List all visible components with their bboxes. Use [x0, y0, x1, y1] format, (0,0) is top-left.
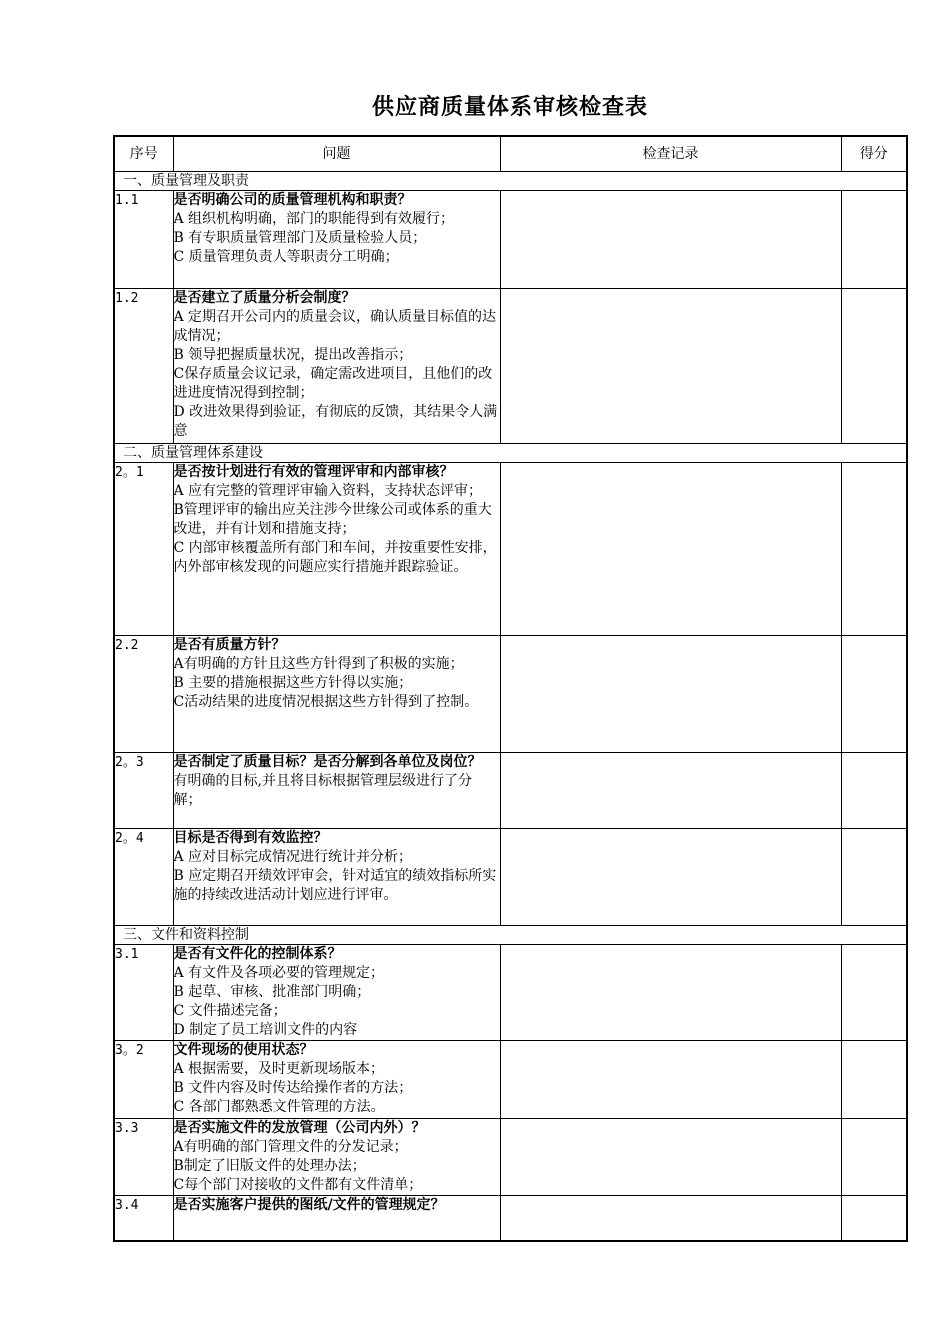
record-cell[interactable]: [500, 289, 841, 444]
question-detail: B 起草、审核、批准部门明确；: [173, 984, 371, 1000]
score-cell[interactable]: [841, 1119, 907, 1196]
record-cell[interactable]: [500, 1119, 841, 1196]
question-detail: A有明确的方针且这些方针得到了积极的实施；: [173, 656, 464, 672]
question-detail: B管理评审的输出应关注涉今世缘公司或体系的重大改进，并有计划和措施支持；: [173, 502, 492, 537]
question-title: 是否明确公司的质量管理机构和职责？: [173, 192, 412, 208]
question-detail: C 文件描述完备；: [173, 1003, 287, 1019]
section-title: 一、质量管理及职责: [114, 172, 907, 191]
question-title: 是否按计划进行有效的管理评审和内部审核？: [173, 464, 454, 480]
question-detail: C 各部门都熟悉文件管理的方法。: [173, 1099, 385, 1115]
item-number: 1.2: [114, 289, 173, 444]
record-cell[interactable]: [500, 463, 841, 636]
question-detail: B 应定期召开绩效评审会，针对适宜的绩效指标所实施的持续改进活动计划应进行评审。: [173, 868, 497, 903]
record-cell[interactable]: [500, 945, 841, 1041]
score-cell[interactable]: [841, 191, 907, 289]
question-title: 是否有质量方针？: [173, 637, 286, 653]
item-number: 3.4: [114, 1196, 173, 1241]
table-row: [114, 191, 907, 289]
question-detail: D 改进效果得到验证，有彻底的反馈，其结果令人满意: [173, 404, 498, 439]
table-body: [114, 172, 907, 1241]
question-title: 是否实施文件的发放管理（公司内外）？: [173, 1120, 426, 1136]
question-detail: C 质量管理负责人等职责分工明确；: [173, 249, 399, 265]
score-cell[interactable]: [841, 1196, 907, 1241]
item-number: 1.1: [114, 191, 173, 289]
record-cell[interactable]: [500, 829, 841, 926]
header-row: [114, 136, 907, 172]
score-cell[interactable]: [841, 463, 907, 636]
header-no: 序号: [114, 136, 173, 172]
header-question: 问题: [173, 136, 500, 172]
section-row: [114, 172, 907, 191]
section-title: 三、文件和资料控制: [114, 926, 907, 945]
record-cell[interactable]: [500, 191, 841, 289]
item-number: 3。2: [114, 1041, 173, 1119]
score-cell[interactable]: [841, 636, 907, 753]
score-cell[interactable]: [841, 945, 907, 1041]
score-cell[interactable]: [841, 289, 907, 444]
record-cell[interactable]: [500, 1041, 841, 1119]
question-detail: A 有文件及各项必要的管理规定；: [173, 965, 385, 981]
question-detail: B 文件内容及时传达给操作者的方法；: [173, 1080, 413, 1096]
score-cell[interactable]: [841, 1041, 907, 1119]
question-detail: A 应对目标完成情况进行统计并分析；: [173, 849, 413, 865]
section-row: [114, 926, 907, 945]
question-cell: [173, 463, 500, 636]
question-cell: [173, 636, 500, 753]
question-cell: [173, 945, 500, 1041]
record-cell[interactable]: [500, 636, 841, 753]
item-number: 2.2: [114, 636, 173, 753]
question-cell: [173, 753, 500, 829]
record-cell[interactable]: [500, 753, 841, 829]
item-number: 2。4: [114, 829, 173, 926]
table-row: [114, 463, 907, 636]
table-row: [114, 945, 907, 1041]
section-title: 二、质量管理体系建设: [114, 444, 907, 463]
question-detail: B制定了旧版文件的处理办法；: [173, 1158, 366, 1174]
question-cell: [173, 1196, 500, 1241]
question-title: 是否制定了质量目标？是否分解到各单位及岗位？: [173, 754, 482, 770]
question-detail: A有明确的部门管理文件的分发记录；: [173, 1139, 408, 1155]
question-cell: [173, 829, 500, 926]
section-row: [114, 444, 907, 463]
item-number: 2。3: [114, 753, 173, 829]
question-cell: [173, 1119, 500, 1196]
audit-table: [113, 135, 908, 1242]
question-detail: C活动结果的进度情况根据这些方针得到了控制。: [173, 694, 479, 710]
question-detail: A 应有完整的管理评审输入资料，支持状态评审；: [173, 483, 483, 499]
header-record: 检查记录: [500, 136, 841, 172]
question-cell: [173, 191, 500, 289]
question-detail: C每个部门对接收的文件都有文件清单；: [173, 1177, 423, 1193]
question-cell: [173, 289, 500, 444]
question-detail: C保存质量会议记录，确定需改进项目，且他们的改进进度情况得到控制；: [173, 366, 493, 401]
question-title: 目标是否得到有效监控？: [173, 830, 328, 846]
question-detail: A 根据需要，及时更新现场版本；: [173, 1061, 385, 1077]
table-row: [114, 1119, 907, 1196]
table-row: [114, 289, 907, 444]
question-detail: A 组织机构明确，部门的职能得到有效履行；: [173, 211, 455, 227]
question-detail: B 领导把握质量状况，提出改善指示；: [173, 347, 413, 363]
item-number: 2。1: [114, 463, 173, 636]
question-title: 是否有文件化的控制体系？: [173, 946, 342, 962]
question-cell: [173, 1041, 500, 1119]
question-detail: 有明确的目标,并且将目标根据管理层级进行了分解；: [173, 773, 472, 808]
question-detail: D 制定了员工培训文件的内容: [173, 1022, 358, 1038]
table-row: [114, 753, 907, 829]
question-detail: A 定期召开公司内的质量会议，确认质量目标值的达成情况；: [173, 309, 497, 344]
item-number: 3.3: [114, 1119, 173, 1196]
question-title: 是否建立了质量分析会制度？: [173, 290, 356, 306]
page-title: 供应商质量体系审核检查表: [371, 95, 648, 120]
table-row: [114, 829, 907, 926]
question-title: 文件现场的使用状态？: [173, 1042, 314, 1058]
header-score: 得分: [841, 136, 907, 172]
question-title: 是否实施客户提供的图纸/文件的管理规定？: [173, 1197, 445, 1213]
record-cell[interactable]: [500, 1196, 841, 1241]
item-number: 3.1: [114, 945, 173, 1041]
table-row: [114, 1041, 907, 1119]
table-row: [114, 1196, 907, 1241]
question-detail: B 有专职质量管理部门及质量检验人员；: [173, 230, 427, 246]
score-cell[interactable]: [841, 829, 907, 926]
score-cell[interactable]: [841, 753, 907, 829]
question-detail: B 主要的措施根据这些方针得以实施；: [173, 675, 413, 691]
table-row: [114, 636, 907, 753]
question-detail: C 内部审核覆盖所有部门和车间，并按重要性安排，内外部审核发现的问题应实行措施并跟踪验证。: [173, 540, 497, 575]
